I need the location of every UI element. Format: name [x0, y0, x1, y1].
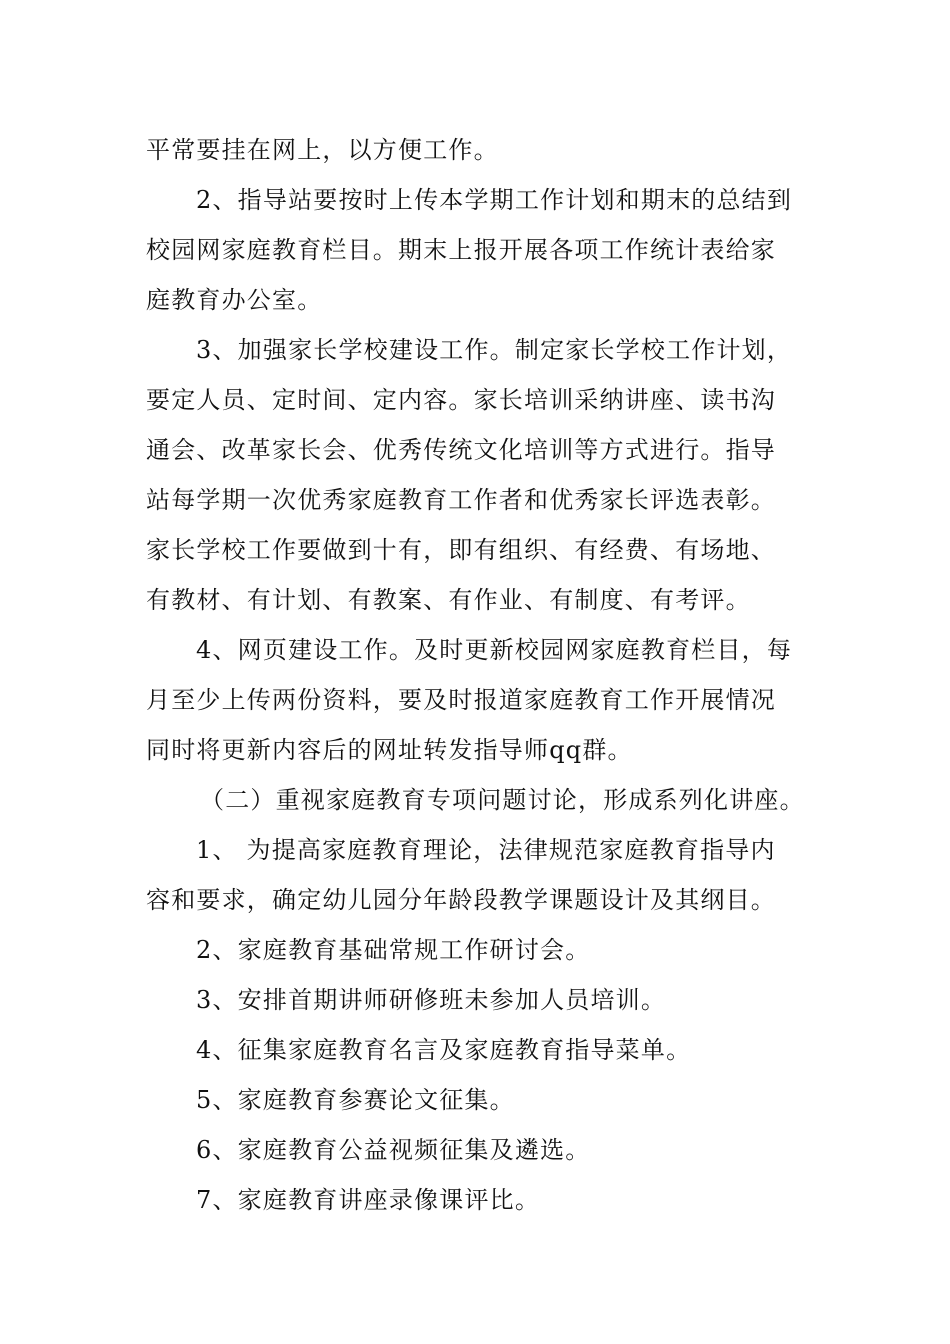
- text-line: 站每学期一次优秀家庭教育工作者和优秀家长评选表彰。: [146, 486, 776, 514]
- text-line: 庭教育办公室。: [146, 286, 323, 314]
- text-line: 1、 为提高家庭教育理论，法律规范家庭教育指导内: [196, 836, 776, 864]
- list-item: 5、家庭教育参赛论文征集。: [196, 1086, 515, 1114]
- text-line: 3、加强家长学校建设工作。制定家长学校工作计划，: [196, 336, 793, 364]
- text-line: 家长学校工作要做到十有，即有组织、有经费、有场地、: [146, 536, 776, 564]
- text-line: 容和要求，确定幼儿园分年龄段教学课题设计及其纲目。: [146, 886, 776, 914]
- text-line: 有教材、有计划、有教案、有作业、有制度、有考评。: [146, 586, 751, 614]
- text-line: 校园网家庭教育栏目。期末上报开展各项工作统计表给家: [146, 236, 776, 264]
- list-item: 6、家庭教育公益视频征集及遴选。: [196, 1136, 591, 1164]
- text-line: 月至少上传两份资料，要及时报道家庭教育工作开展情况: [146, 686, 776, 714]
- text-line: 2、指导站要按时上传本学期工作计划和期末的总结到: [196, 186, 793, 214]
- list-item: 7、家庭教育讲座录像课评比。: [196, 1186, 541, 1214]
- section-heading: （二）重视家庭教育专项问题讨论，形成系列化讲座。: [200, 786, 805, 814]
- list-item: 3、安排首期讲师研修班未参加人员培训。: [196, 986, 667, 1014]
- list-item: 2、家庭教育基础常规工作研讨会。: [196, 936, 591, 964]
- text-line: 平常要挂在网上，以方便工作。: [146, 136, 499, 164]
- text-line: 同时将更新内容后的网址转发指导师qq群。: [146, 736, 633, 764]
- text-line: 要定人员、定时间、定内容。家长培训采纳讲座、读书沟: [146, 386, 776, 414]
- list-item: 4、征集家庭教育名言及家庭教育指导菜单。: [196, 1036, 692, 1064]
- text-line: 4、网页建设工作。及时更新校园网家庭教育栏目，每: [196, 636, 793, 664]
- text-line: 通会、改革家长会、优秀传统文化培训等方式进行。指导: [146, 436, 776, 464]
